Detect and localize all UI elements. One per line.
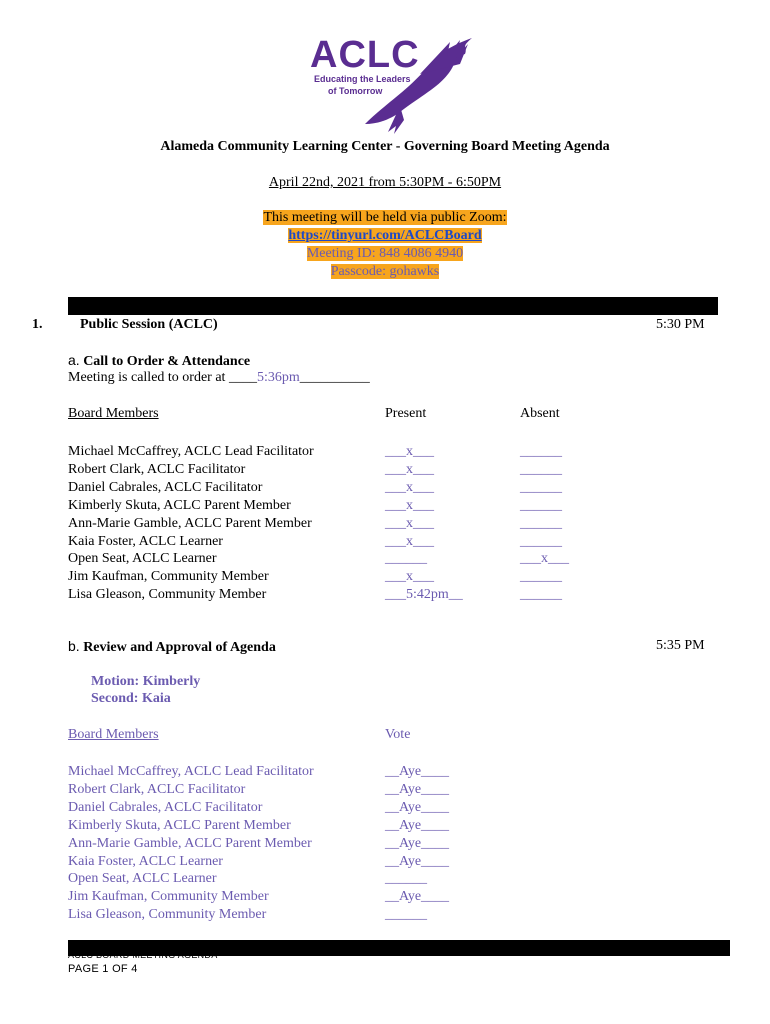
attendance-present-mark: ___x___ [385, 534, 434, 549]
vote-value: __Aye____ [385, 854, 450, 869]
second-text: Second: Kaia [91, 691, 171, 706]
attendance-present-mark: ___x___ [385, 480, 434, 495]
zoom-info [0, 209, 770, 281]
attendance-absent-header: Absent [520, 406, 560, 421]
footer-title [68, 950, 218, 960]
vote-member-name: Kimberly Skuta, ACLC Parent Member [68, 818, 291, 833]
vote-value: __Aye____ [385, 818, 450, 833]
zoom-link[interactable]: https://tinyurl.com/ACLCBoard [288, 228, 482, 243]
attendance-absent-mark: ______ [520, 444, 562, 459]
vote-member-name: Ann-Marie Gamble, ACLC Parent Member [68, 836, 312, 851]
vote-member-name: Michael McCaffrey, ACLC Lead Facilitator [68, 764, 314, 779]
attendance-member-name: Jim Kaufman, Community Member [68, 569, 269, 584]
call-suffix: __________ [299, 370, 370, 385]
attendance-absent-mark: ______ [520, 516, 562, 531]
attendance-absent-mark: ______ [520, 462, 562, 477]
divider-top [68, 297, 718, 315]
attendance-member-name: Ann-Marie Gamble, ACLC Parent Member [68, 516, 312, 531]
vote-value: ______ [385, 871, 427, 886]
vote-value: ______ [385, 907, 427, 922]
attendance-present-mark: ___x___ [385, 569, 434, 584]
attendance-absent-mark: ___x___ [520, 551, 569, 566]
call-time: 5:36pm [256, 370, 300, 385]
vote-value: __Aye____ [385, 800, 450, 815]
section-time: 5:30 PM [656, 317, 705, 332]
attendance-present-header: Present [385, 406, 427, 421]
meeting-date: April 22nd, 2021 from 5:30PM - 6:50PM [268, 175, 502, 190]
attendance-present-mark: ___x___ [385, 498, 434, 513]
attendance-absent-mark: ______ [520, 569, 562, 584]
logo [300, 34, 480, 134]
attendance-absent-mark: ______ [520, 498, 562, 513]
zoom-line: This meeting will be held via public Zoom: [263, 210, 507, 225]
item-b-title: Review and Approval of Agenda [83, 640, 276, 655]
vote-member-name: Daniel Cabrales, ACLC Facilitator [68, 800, 263, 815]
motion-text: Motion: Kimberly [91, 674, 201, 689]
document-title: Alameda Community Learning Center - Governing Board Meeting Agenda [160, 139, 610, 154]
attendance-absent-mark: ______ [520, 480, 562, 495]
vote-value: __Aye____ [385, 889, 450, 904]
passcode: Passcode: gohawks [330, 264, 440, 279]
attendance-member-name: Kaia Foster, ACLC Learner [68, 534, 223, 549]
vote-value: __Aye____ [385, 836, 450, 851]
attendance-member-name: Daniel Cabrales, ACLC Facilitator [68, 480, 263, 495]
attendance-absent-mark: ______ [520, 534, 562, 549]
vote-member-name: Jim Kaufman, Community Member [68, 889, 269, 904]
attendance-present-mark: ___5:42pm__ [385, 587, 463, 602]
vote-member-name: Kaia Foster, ACLC Learner [68, 854, 223, 869]
item-a-heading [68, 352, 250, 370]
section-title: Public Session (ACLC) [80, 317, 218, 332]
item-a-title: Call to Order & Attendance [83, 354, 251, 369]
attendance-present-mark: ___x___ [385, 462, 434, 477]
call-to-order-line [68, 370, 370, 386]
logo-tagline-2: of Tomorrow [328, 86, 383, 96]
call-prefix: Meeting is called to order at ____ [68, 370, 257, 385]
vote-value: __Aye____ [385, 782, 450, 797]
footer-page-text: PAGE 1 OF 4 [68, 963, 138, 975]
meeting-date-wrap [0, 175, 770, 191]
vote-value: __Aye____ [385, 764, 450, 779]
attendance-present-mark: ___x___ [385, 444, 434, 459]
attendance-member-name: Lisa Gleason, Community Member [68, 587, 267, 602]
attendance-member-name: Kimberly Skuta, ACLC Parent Member [68, 498, 291, 513]
attendance-present-mark: ___x___ [385, 516, 434, 531]
vote-header: Vote [385, 727, 411, 742]
attendance-members-header: Board Members [68, 406, 159, 421]
item-b-time: 5:35 PM [656, 638, 705, 653]
item-b-heading [68, 638, 276, 656]
vote-member-name: Robert Clark, ACLC Facilitator [68, 782, 246, 797]
vote-member-name: Lisa Gleason, Community Member [68, 907, 267, 922]
attendance-member-name: Open Seat, ACLC Learner [68, 551, 217, 566]
item-b-letter: b. [68, 638, 80, 654]
logo-text: ACLC [310, 34, 420, 76]
attendance-member-name: Robert Clark, ACLC Facilitator [68, 462, 246, 477]
footer-title-text: ACLC BOARD MEETING AGENDA [68, 950, 218, 960]
attendance-present-mark: ______ [385, 551, 427, 566]
footer-page [68, 963, 138, 975]
section-number: 1. [32, 317, 43, 332]
vote-member-name: Open Seat, ACLC Learner [68, 871, 217, 886]
logo-tagline-1: Educating the Leaders [314, 74, 411, 84]
vote-members-header: Board Members [68, 727, 159, 742]
meeting-id: Meeting ID: 848 4086 4940 [306, 246, 464, 261]
item-a-letter: a. [68, 352, 80, 368]
attendance-absent-mark: ______ [520, 587, 562, 602]
attendance-member-name: Michael McCaffrey, ACLC Lead Facilitator [68, 444, 314, 459]
